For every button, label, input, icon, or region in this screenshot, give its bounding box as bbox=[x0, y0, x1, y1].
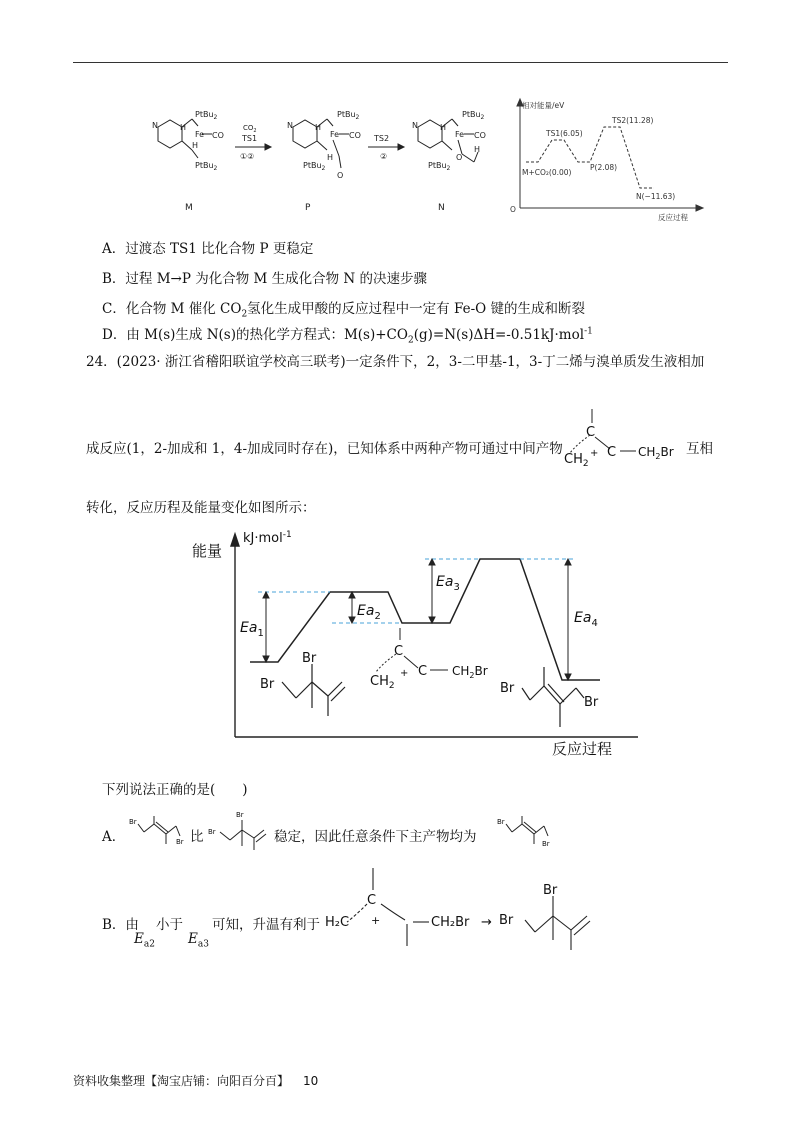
br-label: Br bbox=[129, 818, 137, 826]
ea3-label: $Ea_3$ bbox=[436, 574, 460, 593]
x-axis-label: 反应过程 bbox=[552, 740, 613, 757]
structure-14-adduct bbox=[522, 667, 584, 727]
label-n: N bbox=[438, 203, 445, 213]
point-label: N(−11.63) bbox=[636, 192, 676, 201]
atom-label: N bbox=[287, 121, 293, 130]
ea1-label: $Ea_1$ bbox=[240, 620, 264, 639]
atom-label: O bbox=[456, 153, 463, 162]
br-label: Br bbox=[497, 818, 505, 826]
option-24-a-structure-14-product bbox=[496, 812, 556, 856]
br-label: Br bbox=[542, 840, 550, 848]
x-axis-label: 反应过程 bbox=[658, 213, 688, 222]
label-m: M bbox=[185, 203, 193, 213]
atom-label: Fe bbox=[455, 130, 465, 139]
y-axis-arrow bbox=[231, 534, 239, 546]
c-label: C bbox=[418, 664, 428, 679]
option-24-b-ea2: $E_{a2}$ bbox=[134, 931, 155, 950]
atom-label: H bbox=[327, 153, 334, 162]
atom-label: N bbox=[152, 121, 158, 130]
br-label: Br bbox=[543, 883, 558, 898]
ligand-label: PtBu$_2$ bbox=[195, 161, 218, 172]
arrow-label: ①② bbox=[240, 152, 255, 161]
arrow-label: TS2 bbox=[374, 134, 390, 143]
br-label: Br bbox=[499, 913, 514, 928]
plus-charge: + bbox=[400, 668, 409, 679]
y-axis-label: 能量 bbox=[192, 542, 223, 560]
atom-label: Fe bbox=[330, 130, 340, 139]
option-24-b-letter: B．由 bbox=[102, 917, 139, 933]
reagent-label: $CO_2$ bbox=[243, 124, 257, 134]
point-label: M+CO₂(0.00) bbox=[522, 168, 572, 177]
catalytic-scheme bbox=[140, 92, 515, 217]
option-24-b-equation bbox=[325, 864, 625, 956]
atom-label: N bbox=[412, 121, 418, 130]
option-24-a-letter: A． bbox=[102, 829, 126, 845]
option-24-a-text: 稳定，因此任意条件下主产物均为 bbox=[274, 829, 477, 845]
ea2-label: $Ea_2$ bbox=[357, 603, 381, 622]
origin-label: O bbox=[510, 205, 516, 214]
question-24-line2-post: 互相 bbox=[686, 441, 713, 457]
arrow-ts2 bbox=[368, 134, 404, 161]
br-label: Br bbox=[584, 695, 599, 710]
ligand-label: PtBu$_2$ bbox=[428, 161, 451, 172]
option-24-b-less-than: 小于 bbox=[156, 917, 183, 933]
question-24-line1: 24．(2023· 浙江省稽阳联谊学校高三联考)一定条件下，2，3-二甲基-1，3-丁二烯与溴单质发生液相加 bbox=[86, 354, 705, 370]
ligand-label: PtBu$_2$ bbox=[303, 161, 326, 172]
option-23-b: B．过程 M→P 为化合物 M 生成化合物 N 的决速步骤 bbox=[102, 271, 428, 287]
complex-n bbox=[412, 110, 486, 213]
atom-label: CO bbox=[212, 131, 224, 140]
plus-charge: + bbox=[590, 448, 599, 459]
atom-label: CO bbox=[349, 131, 361, 140]
br-label: Br bbox=[176, 838, 184, 846]
page-number: 10 bbox=[303, 1074, 319, 1088]
ch2br-label: CH₂Br bbox=[431, 915, 470, 930]
footer-text: 资料收集整理【淘宝店铺：向阳百分百】 bbox=[73, 1074, 290, 1088]
label-p: P bbox=[305, 203, 311, 213]
question-24-line3: 转化，反应历程及能量变化如图所示： bbox=[86, 500, 316, 516]
intermediate-structure bbox=[560, 405, 685, 470]
x-axis-arrow bbox=[696, 205, 703, 211]
unit-label: kJ·mol$^{-1}$ bbox=[243, 530, 292, 546]
point-label: P(2.08) bbox=[590, 163, 618, 172]
br-label: Br bbox=[236, 811, 244, 819]
plus-charge: + bbox=[371, 914, 381, 927]
br-label: Br bbox=[500, 681, 515, 696]
atom-label: H bbox=[474, 145, 481, 154]
atom-label: H bbox=[315, 123, 322, 132]
atom-label: H bbox=[192, 141, 199, 150]
atom-label: O bbox=[337, 171, 344, 180]
arrow-label: TS1 bbox=[242, 134, 258, 143]
c-label: C bbox=[607, 445, 617, 460]
small-energy-diagram bbox=[508, 96, 708, 224]
atom-label: Fe bbox=[195, 130, 205, 139]
ch2br-label: $CH_2Br$ bbox=[452, 664, 488, 680]
ligand-label: PtBu$_2$ bbox=[462, 110, 485, 121]
arrow-label: ② bbox=[380, 152, 388, 161]
ea4-label: $Ea_4$ bbox=[574, 610, 598, 629]
option-23-c: C．化合物 M 催化 $CO_2$氢化生成甲酸的反应过程中一定有 Fe-O 键的生成和断裂 bbox=[102, 301, 586, 320]
option-24-b-ea3: $E_{a3}$ bbox=[188, 931, 209, 950]
ch2-label: $CH_2$ bbox=[370, 674, 395, 691]
structure-12-adduct bbox=[282, 664, 345, 716]
point-label: TS2(11.28) bbox=[612, 116, 654, 125]
carbon-label: C bbox=[586, 425, 596, 440]
reaction-arrow: → bbox=[481, 915, 492, 930]
atom-label: CO bbox=[474, 131, 486, 140]
question-24-prompt: 下列说法正确的是( ) bbox=[102, 782, 248, 798]
atom-label: H bbox=[440, 123, 447, 132]
ligand-label: PtBu$_2$ bbox=[195, 110, 218, 121]
ligand-label: PtBu$_2$ bbox=[337, 110, 360, 121]
option-24-b-text: 可知，升温有利于 bbox=[212, 917, 320, 933]
br-label: Br bbox=[302, 651, 317, 666]
option-24-a-structure-14 bbox=[128, 812, 188, 856]
option-24-a-compare: 比 bbox=[190, 829, 204, 845]
carbon-label: C bbox=[367, 893, 377, 908]
option-23-d: D．由 M(s)生成 N(s)的热化学方程式：$M(s)+CO_2(g)=N(s)\Delta H=-0.51kJ\cdot mol^{-1}$ bbox=[102, 326, 593, 346]
question-24-line2-pre: 成反应(1，2-加成和 1，4-加成同时存在)，已知体系中两种产物可通过中间产物 bbox=[86, 441, 563, 457]
br-label: Br bbox=[260, 677, 275, 692]
y-axis-label: 相对能量/eV bbox=[522, 101, 565, 110]
page-footer bbox=[73, 1072, 318, 1089]
atom-label: H bbox=[180, 123, 187, 132]
header-rule bbox=[73, 62, 728, 63]
option-24-a-structure-12 bbox=[206, 808, 274, 854]
br-label: Br bbox=[208, 828, 216, 836]
reaction-energy-diagram bbox=[180, 522, 660, 757]
complex-p bbox=[287, 110, 361, 213]
option-23-a: A．过渡态 TS1 比化合物 P 更稳定 bbox=[102, 241, 314, 257]
ch2br-label: $CH_2Br$ bbox=[638, 445, 674, 461]
carbon-label: C bbox=[394, 644, 404, 659]
diagram-intermediate bbox=[376, 628, 448, 672]
ch2-label: $CH_2$ bbox=[564, 452, 589, 469]
h2c-label: H₂C bbox=[325, 915, 350, 930]
arrow-ts1 bbox=[235, 124, 271, 161]
point-label: TS1(6.05) bbox=[546, 129, 583, 138]
complex-m bbox=[152, 110, 224, 213]
